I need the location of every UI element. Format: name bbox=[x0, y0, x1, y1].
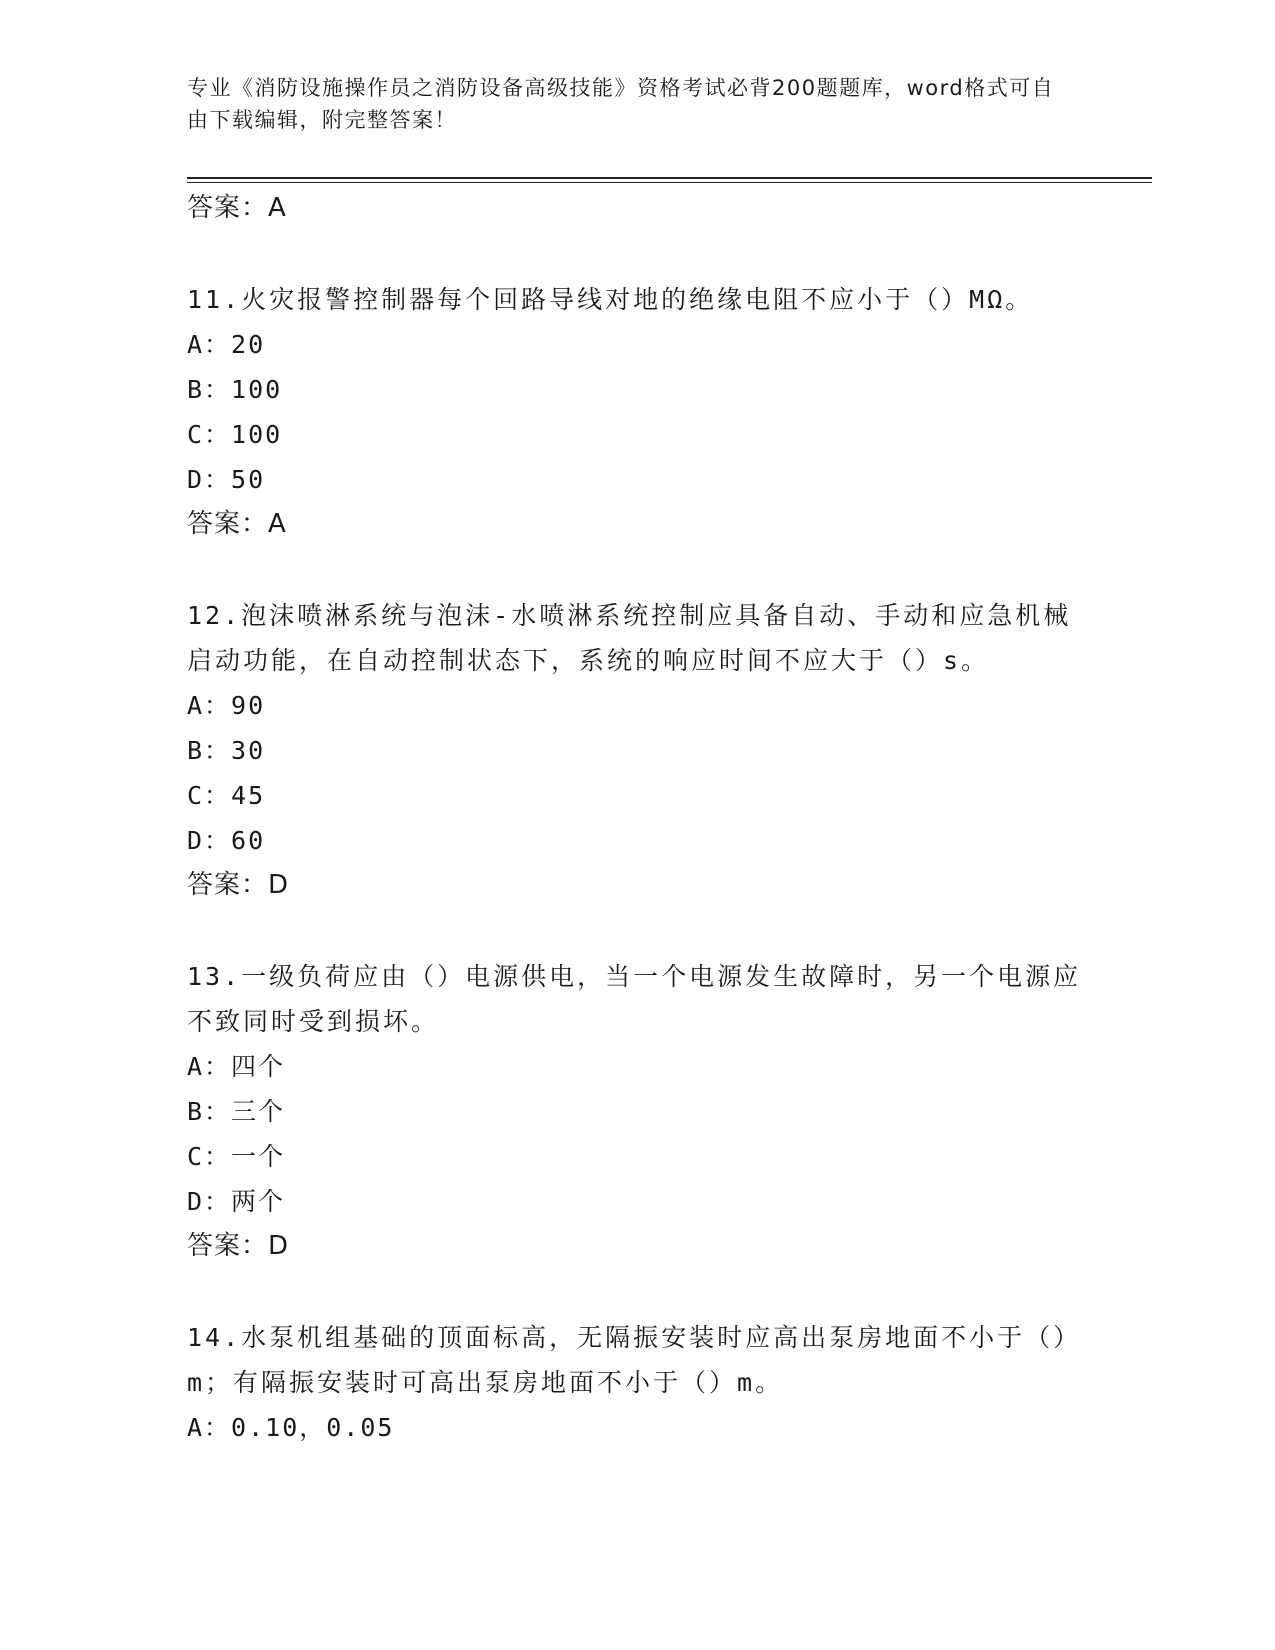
option-c: C：100 bbox=[187, 420, 283, 449]
answer-line: 答案：A bbox=[187, 193, 287, 223]
document-header: 专业《消防设施操作员之消防设备高级技能》资格考试必背200题题库，word格式可自由下载编辑，附完整答案！ bbox=[187, 76, 1055, 132]
option-b: B：30 bbox=[187, 736, 266, 765]
question-text: 11.火灾报警控制器每个回路导线对地的绝缘电阻不应小于（）MΩ。 bbox=[187, 285, 1034, 314]
answer-line: 答案：D bbox=[187, 870, 290, 900]
question-text: 13.一级负荷应由（）电源供电，当一个电源发生故障时，另一个电源应不致同时受到损坏。 bbox=[187, 962, 1082, 1036]
option-a: A：90 bbox=[187, 691, 266, 720]
option-b: B：三个 bbox=[187, 1097, 286, 1126]
question-text: 14.水泵机组基础的顶面标高，无隔振安装时应高出泵房地面不小于（）m；有隔振安装时可高出泵房地面不小于（）m。 bbox=[187, 1323, 1082, 1397]
question-block bbox=[187, 1315, 1087, 1450]
answer-line: 答案：A bbox=[187, 509, 287, 539]
option-c: C：45 bbox=[187, 781, 266, 810]
question-list bbox=[187, 186, 1087, 1450]
question-block bbox=[187, 954, 1087, 1269]
option-a: A：20 bbox=[187, 330, 266, 359]
header-divider-thin bbox=[187, 182, 1152, 183]
answer-line: 答案：D bbox=[187, 1231, 290, 1261]
option-c: C：一个 bbox=[187, 1142, 286, 1171]
header-divider bbox=[187, 177, 1152, 179]
option-d: D：50 bbox=[187, 465, 266, 494]
option-a: A：四个 bbox=[187, 1052, 286, 1081]
question-block bbox=[187, 277, 1087, 547]
option-d: D：60 bbox=[187, 826, 266, 855]
option-d: D：两个 bbox=[187, 1187, 286, 1216]
option-a: A：0.10，0.05 bbox=[187, 1413, 395, 1442]
question-text: 12.泡沫喷淋系统与泡沫-水喷淋系统控制应具备自动、手动和应急机械启动功能，在自动控制状态下，系统的响应时间不应大于（）s。 bbox=[187, 601, 1072, 675]
option-b: B：100 bbox=[187, 375, 283, 404]
question-block bbox=[187, 593, 1087, 908]
